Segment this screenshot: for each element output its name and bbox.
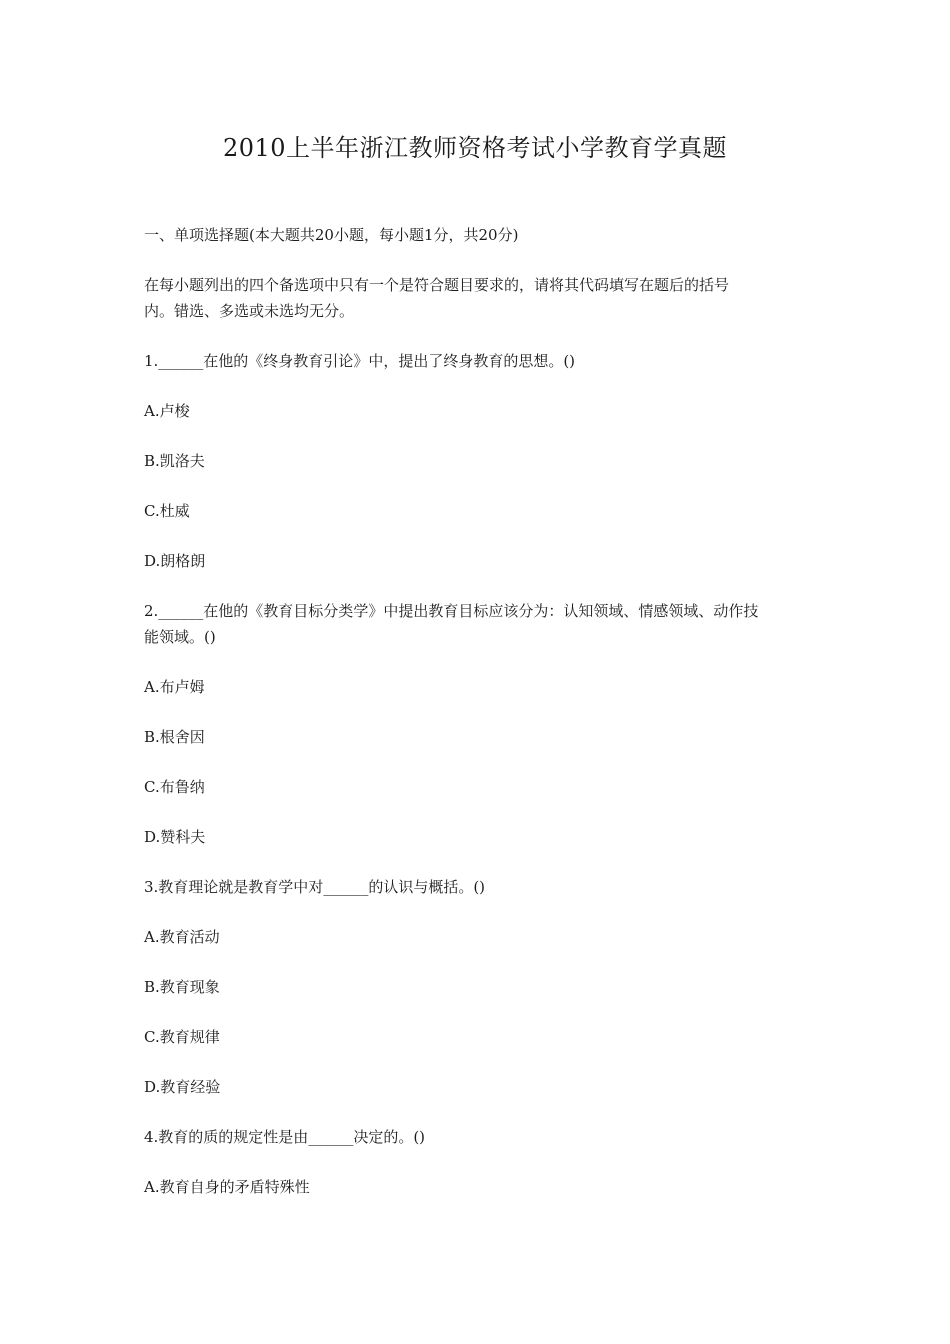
option-c: C.布鲁纳 (144, 778, 205, 796)
option-c: C.教育规律 (144, 1028, 220, 1046)
question-stem: 4.教育的质的规定性是由______决定的。() (144, 1128, 426, 1146)
question-stem: 1.______在他的《终身教育引论》中，提出了终身教育的思想。() (144, 352, 576, 370)
question-3 (144, 874, 812, 1124)
option-a: A.布卢姆 (144, 678, 205, 696)
instruction-line: 在每小题列出的四个备选项中只有一个是符合题目要求的，请将其代码填写在题后的括号 (144, 276, 730, 294)
question-stem-continued: 能领域。() (144, 628, 216, 646)
instructions (144, 272, 812, 324)
option-d: D.教育经验 (144, 1078, 221, 1096)
option-d: D.赞科夫 (144, 828, 206, 846)
question-1 (144, 348, 812, 598)
question-stem: 2.______在他的《教育目标分类学》中提出教育目标应该分为：认知领域、情感领域、动作技 (144, 602, 759, 620)
option-b: B.凯洛夫 (144, 452, 205, 470)
instruction-line: 内。错选、多选或未选均无分。 (144, 302, 355, 320)
question-4 (144, 1124, 812, 1200)
option-a: A.教育自身的矛盾特殊性 (144, 1178, 310, 1196)
option-a: A.卢梭 (144, 402, 190, 420)
option-a: A.教育活动 (144, 928, 220, 946)
section-heading: 一、单项选择题(本大题共20小题，每小题1分，共20分) (144, 226, 519, 244)
question-stem: 3.教育理论就是教育学中对______的认识与概括。() (144, 878, 486, 896)
option-b: B.根舍因 (144, 728, 205, 746)
option-d: D.朗格朗 (144, 552, 206, 570)
document-body (144, 222, 812, 1200)
question-2 (144, 598, 812, 874)
option-b: B.教育现象 (144, 978, 220, 996)
option-c: C.杜威 (144, 502, 190, 520)
document-title: 2010上半年浙江教师资格考试小学教育学真题 (222, 134, 728, 162)
